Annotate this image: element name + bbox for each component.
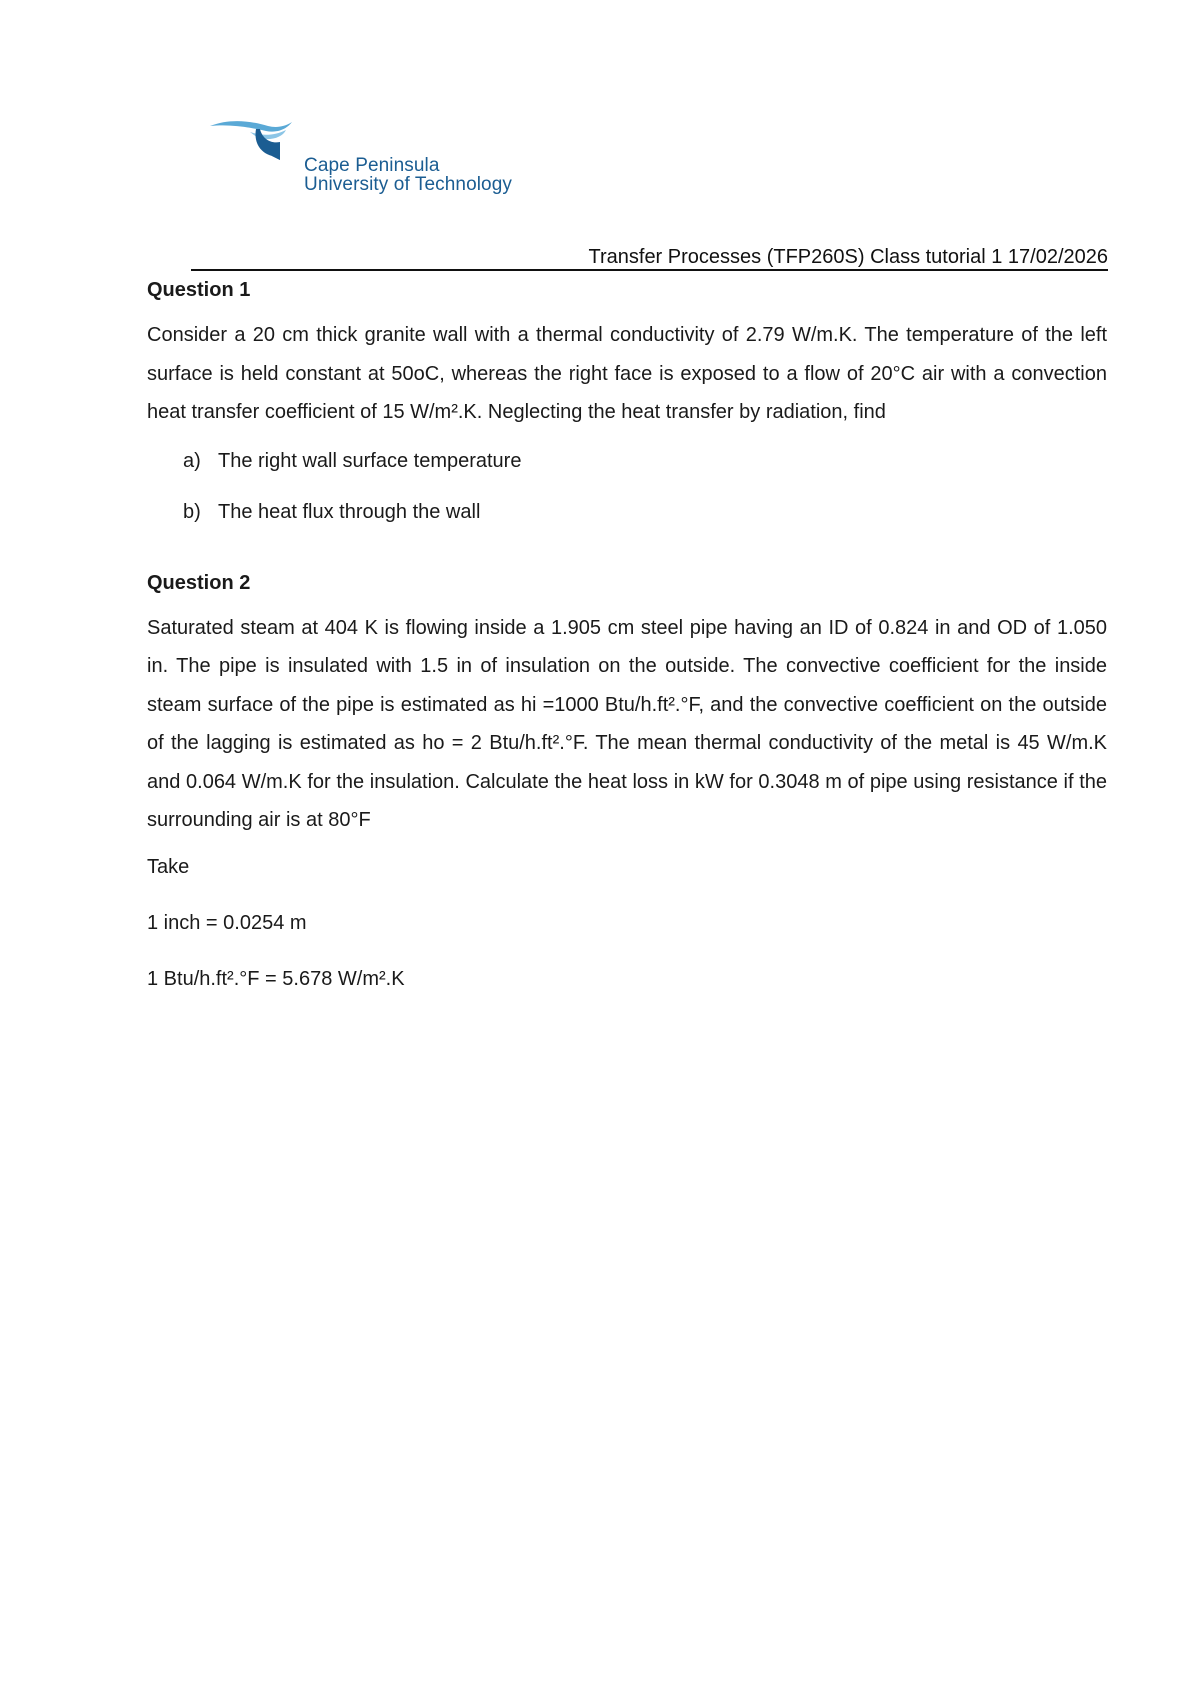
question-1-heading: Question 1 [147,279,251,301]
take-label: Take [147,855,190,878]
question-1 [147,276,1107,531]
conversion-inch: 1 inch = 0.0254 m [147,911,307,934]
list-item-text: The right wall surface temperature [218,449,522,472]
document-body [147,276,1107,998]
list-item-text: The heat flux through the wall [218,500,481,523]
list-item [147,442,1107,480]
document-header [191,244,1108,274]
question-2-heading: Question 2 [147,571,251,594]
conversion-btu: 1 Btu/h.ft².°F = 5.678 W/m².K [147,967,405,990]
logo-wordmark [304,156,512,194]
logo-line-1: Cape Peninsula [304,155,440,176]
logo-line-2: University of Technology [304,174,512,195]
list-item [147,493,1107,531]
logo-emblem-icon [210,118,310,178]
header-title: Transfer Processes (TFP260S) Class tutorial 1 17/02/2026 [588,246,1108,268]
question-1-parts [147,442,1107,531]
list-marker: a) [183,449,201,472]
question-1-text: Consider a 20 cm thick granite wall with a thermal conductivity of 2.79 W/m.K. The temperature of the left surface is held constant at 50oC, whereas the right face is exposed to a flow of 20°C air with a convection heat transfer coefficient of 15 W/m².K. Neglecting the heat transfer by radiation, find [147,324,1107,423]
question-2 [147,569,1107,998]
question-2-text: Saturated steam at 404 K is flowing inside a 1.905 cm steel pipe having an ID of 0.824 in and OD of 1.050 in. The pipe is insulated with 1.5 in of insulation on the outside. The convective coefficient for the inside steam surface of the pipe is estimated as hi =1000 Btu/h.ft².°F, and the convective coefficient on the outside of the lagging is estimated as ho = 2 Btu/h.ft².°F. The mean thermal conductivity of the metal is 45 W/m.K and 0.064 W/m.K for the insulation. Calculate the heat loss in kW for 0.3048 m of pipe using resistance if the surrounding air is at 80°F [147,616,1107,831]
list-marker: b) [183,500,201,523]
header-rule [191,269,1108,271]
university-logo [210,118,600,198]
